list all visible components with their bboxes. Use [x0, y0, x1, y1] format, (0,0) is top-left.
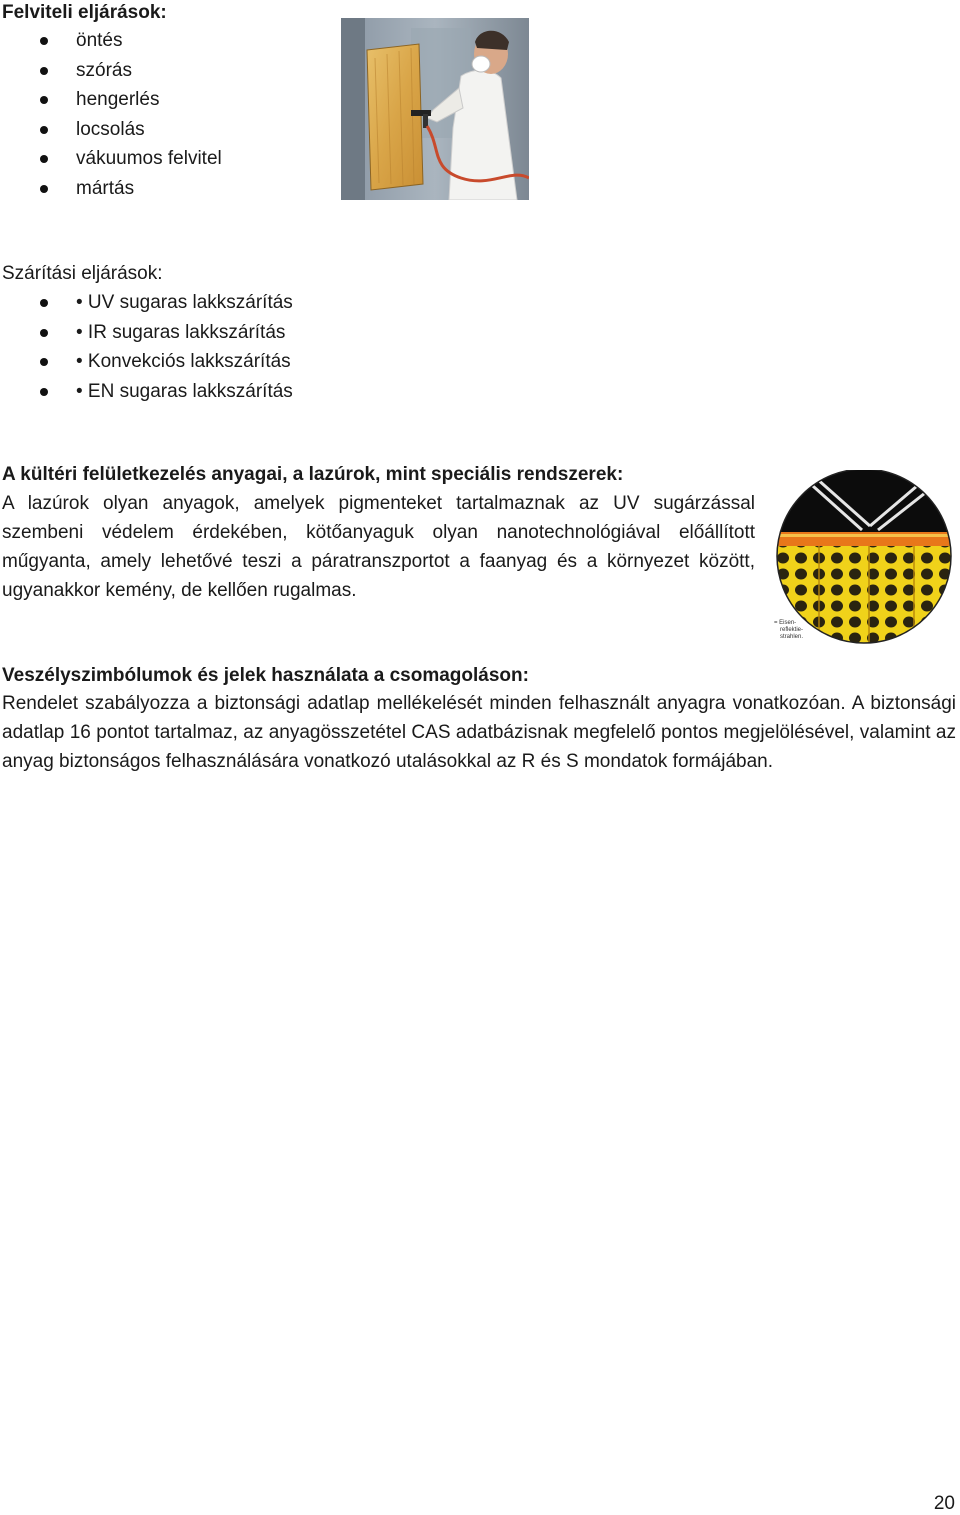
bullet-icon — [40, 37, 48, 45]
section-heading-glazes: A kültéri felületkezelés anyagai, a lazúrok, mint speciális rendszerek: — [2, 464, 624, 485]
bullet-icon — [40, 329, 48, 337]
bullet-icon — [40, 155, 48, 163]
bullet-icon — [40, 126, 48, 134]
glazes-paragraph: A lazúrok olyan anyagok, amelyek pigmenteket tartalmaznak az UV sugárzással szembeni védelem érdekében, kötőanyaguk olyan nanotechnológiával előállított műgyanta, amely lehetővé teszi a páratranszportot a faanyag és a környezet között, ugyanakkor kemény, de kellően rugalmas. — [2, 493, 755, 601]
page-number: 20 — [933, 1493, 955, 1514]
bullet-icon — [40, 388, 48, 396]
bullet-icon — [40, 358, 48, 366]
section-heading-hazard-symbols: Veszélyszimbólumok és jelek használata a csomagoláson: — [2, 665, 529, 686]
bullet-icon — [40, 67, 48, 75]
bullet-icon — [40, 96, 48, 104]
bullet-icon — [40, 185, 48, 193]
bullet-icon — [40, 299, 48, 307]
wood-cross-section-figure — [774, 470, 954, 646]
hazard-paragraph: Rendelet szabályozza a biztonsági adatlap mellékelését minden felhasznált anyagra vonatkozóan. A biztonsági adatlap 16 pontot tartalmaz, az anyagösszetétel CAS adatbázisnak megfelelő pontos megjelölésével, valamint az anyag biztonságos felhasználására vonatkozó utalásokkal az R és S mondatok formájában. — [2, 693, 956, 772]
document-page: Felviteli eljárások: öntés szórás hengerlés locsolás vákuumos felvitel mártás Szárítási eljárások: • UV sugaras lakkszárítás • IR sugaras lakkszárítás • Konvekciós lakkszárítás • EN sugaras lakkszárítás A kültéri felületkezelés anyagai, a lazúrok, mint speciális rendszerek: A lazúrok olyan anyagok, amelyek pigmenteket tartalmaznak az UV sugárzással szembeni védelem érdekében, kötőanyaguk olyan nanotechnológiával előállított műgyanta, amely lehetővé teszi a páratranszportot a faanyag és a környezet között, ugyanakkor kemény, de kellően rugalmas. = Eisen- reflektie- strahlen. Veszélyszimbólumok és jelek használata a csomagoláson: Rendelet szabályozza a biztonsági adatlap mellékelését minden felhasznált anyagra vonatkozóan. A biztonsági adatlap 16 pontot tartalmaz, az anyagösszetétel CAS adatbázisnak megfelelő pontos megjelölésével, valamint az anyag biztonságos felhasználására vonatkozó utalásokkal az R és S mondatok formájában. 20 — [2, 2, 956, 1514]
spray-painting-photo — [341, 18, 529, 200]
figure-caption: = Eisen- reflektie- strahlen. — [774, 620, 804, 640]
section-heading-drying: Szárítási eljárások: — [2, 263, 163, 284]
section-heading-application: Felviteli eljárások: — [2, 2, 167, 23]
